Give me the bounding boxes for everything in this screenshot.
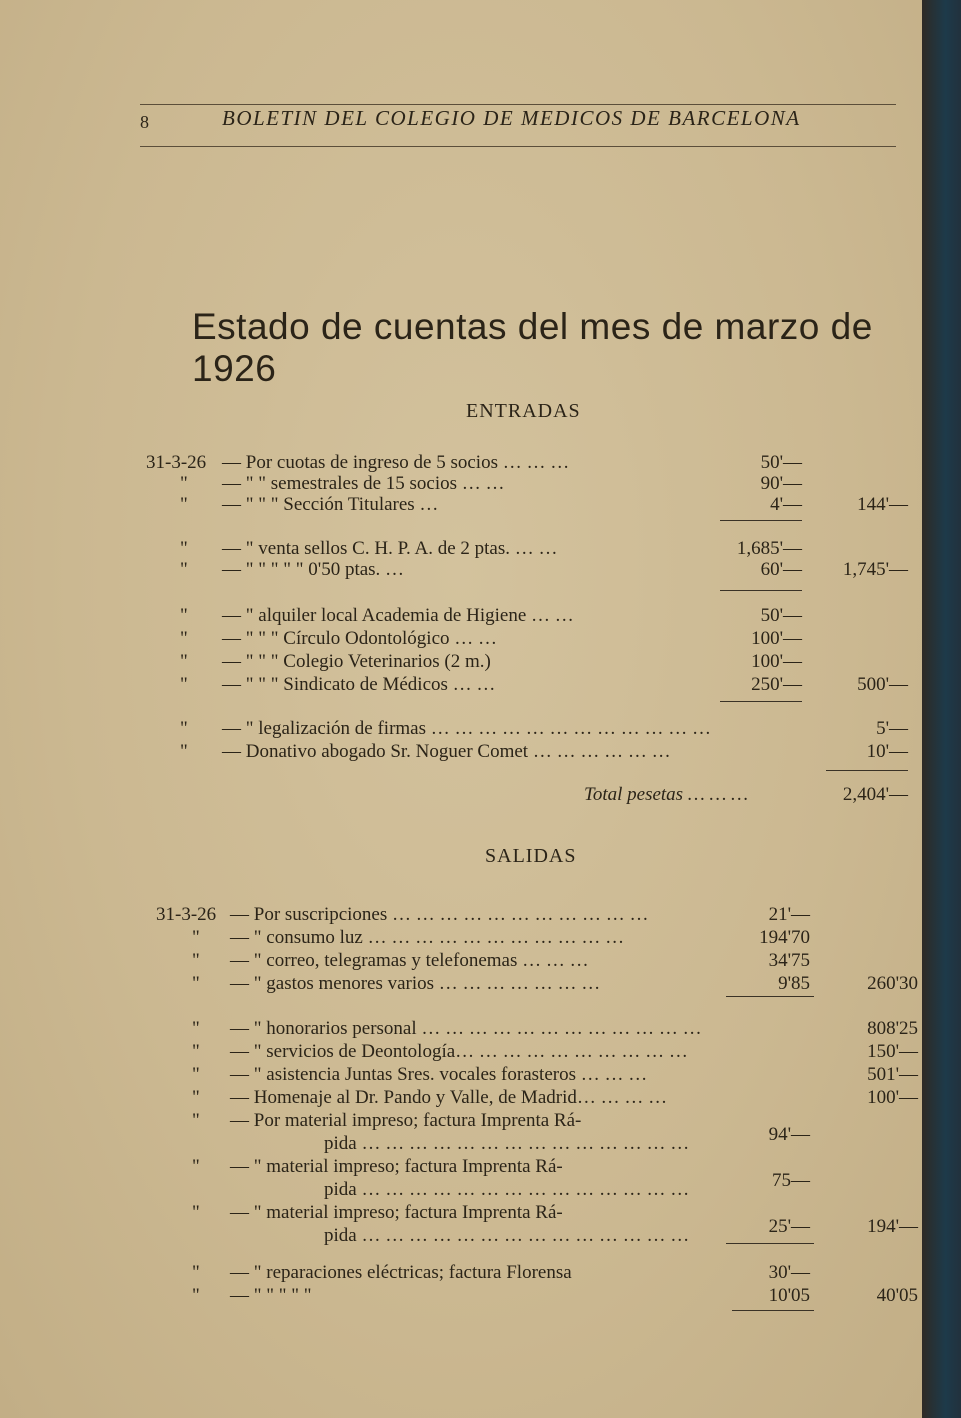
row-total: 100'—	[867, 1087, 918, 1108]
row-total: 150'—	[867, 1041, 918, 1062]
section-heading-entradas: ENTRADAS	[466, 400, 581, 422]
row-amount: 50'—	[760, 605, 802, 626]
row-total: 808'25	[867, 1018, 918, 1039]
row-description: — Donativo abogado Sr. Noguer Comet … … … … … …	[222, 741, 671, 762]
row-description: — " material impreso; factura Imprenta Rá-	[230, 1202, 563, 1223]
row-date: "	[192, 1202, 200, 1223]
row-date: "	[192, 927, 200, 948]
row-date: "	[192, 1285, 200, 1306]
row-description-continued: pida … … … … … … … … … … … … … …	[324, 1179, 690, 1200]
sum-line	[726, 1243, 814, 1244]
row-description: — " consumo luz … … … … … … … … … … …	[230, 927, 625, 948]
row-date: "	[180, 559, 188, 580]
row-date: "	[180, 741, 188, 762]
row-date: "	[180, 473, 188, 494]
sum-line	[732, 1310, 814, 1311]
row-amount: 194'70	[759, 927, 810, 948]
row-amount: 250'—	[751, 674, 802, 695]
sum-line	[726, 996, 814, 997]
row-date: "	[192, 1110, 200, 1131]
row-description: — " asistencia Juntas Sres. vocales forasteros … … …	[230, 1064, 648, 1085]
row-description: — " material impreso; factura Imprenta Rá-	[230, 1156, 563, 1177]
row-date: "	[180, 718, 188, 739]
row-description: — " " semestrales de 15 socios … …	[222, 473, 505, 494]
row-amount: 60'—	[760, 559, 802, 580]
row-amount: 1,685'—	[736, 538, 802, 559]
row-date: "	[180, 628, 188, 649]
row-description: — " " " " "	[230, 1285, 312, 1306]
row-date: 31-3-26	[146, 452, 207, 473]
row-amount: 50'—	[760, 452, 802, 473]
running-title: BOLETIN DEL COLEGIO DE MEDICOS DE BARCELONA	[222, 106, 801, 130]
row-date: "	[192, 950, 200, 971]
row-date: 31-3-26	[156, 904, 217, 925]
row-description: — " gastos menores varios … … … … … … …	[230, 973, 601, 994]
total-label-text: Total pesetas … … …	[584, 784, 748, 805]
row-amount: 94'—	[768, 1124, 810, 1145]
row-date: "	[192, 1087, 200, 1108]
row-description: — " " " Círculo Odontológico … …	[222, 628, 497, 649]
row-date: "	[192, 1041, 200, 1062]
sum-line	[826, 770, 908, 771]
row-amount: 4'—	[770, 494, 802, 515]
page-title: Estado de cuentas del mes de marzo de 1926	[192, 306, 873, 389]
row-total: 500'—	[857, 674, 908, 695]
row-total: 501'—	[867, 1064, 918, 1085]
row-description: — " alquiler local Academia de Higiene … …	[222, 605, 574, 626]
row-date: "	[192, 1156, 200, 1177]
total-label	[584, 784, 748, 806]
row-description: — " " " Colegio Veterinarios (2 m.)	[222, 651, 491, 672]
row-date: "	[180, 651, 188, 672]
row-description: — Por suscripciones … … … … … … … … … … …	[230, 904, 649, 925]
row-description: — Homenaje al Dr. Pando y Valle, de Madrid… … … …	[230, 1087, 668, 1108]
row-date: "	[192, 973, 200, 994]
row-description: — " " " Sindicato de Médicos … …	[222, 674, 496, 695]
row-date: "	[192, 1064, 200, 1085]
row-amount: 100'—	[751, 651, 802, 672]
row-description: — " legalización de firmas … … … … … … … … … … … …	[222, 718, 712, 739]
row-description-continued: pida … … … … … … … … … … … … … …	[324, 1225, 690, 1246]
row-description: — " venta sellos C. H. P. A. de 2 ptas. … …	[222, 538, 558, 559]
row-total: 5'—	[876, 718, 908, 739]
row-description: — " honorarios personal … … … … … … … … … … … …	[230, 1018, 702, 1039]
sum-line	[720, 590, 802, 591]
row-amount: 75—	[772, 1170, 810, 1191]
row-amount: 9'85	[778, 973, 810, 994]
row-amount: 90'—	[760, 473, 802, 494]
row-description: — Por cuotas de ingreso de 5 socios … … …	[222, 452, 570, 473]
row-description: — " correo, telegramas y telefonemas … … …	[230, 950, 589, 971]
sum-line	[720, 701, 802, 702]
row-total: 40'05	[876, 1285, 918, 1306]
row-date: "	[180, 605, 188, 626]
row-total: 10'—	[866, 741, 908, 762]
row-date: "	[180, 674, 188, 695]
row-total: 144'—	[857, 494, 908, 515]
row-amount: 10'05	[768, 1285, 810, 1306]
row-amount: 25'—	[768, 1216, 810, 1237]
row-date: "	[180, 494, 188, 515]
row-date: "	[192, 1018, 200, 1039]
header-rule-bottom	[140, 146, 896, 147]
row-total: 194'—	[867, 1216, 918, 1237]
row-description: — " servicios de Deontología… … … … … … … … … …	[230, 1041, 688, 1062]
row-total: 260'30	[867, 973, 918, 994]
book-spine	[922, 0, 961, 1418]
row-amount: 34'75	[768, 950, 810, 971]
sum-line	[720, 520, 802, 521]
row-total: 1,745'—	[842, 559, 908, 580]
total-value: 2,404'—	[842, 784, 908, 805]
page-number: 8	[140, 112, 149, 132]
row-description: — " " " Sección Titulares …	[222, 494, 439, 515]
row-date: "	[192, 1262, 200, 1283]
header-rule-top	[140, 104, 896, 105]
row-amount: 21'—	[768, 904, 810, 925]
section-heading-salidas: SALIDAS	[485, 845, 577, 867]
row-description: — Por material impreso; factura Imprenta Rá-	[230, 1110, 582, 1131]
row-description: — " " " " " 0'50 ptas. …	[222, 559, 405, 580]
row-description: — " reparaciones eléctricas; factura Florensa	[230, 1262, 572, 1283]
row-description-continued: pida … … … … … … … … … … … … … …	[324, 1133, 690, 1154]
row-date: "	[180, 538, 188, 559]
row-amount: 30'—	[768, 1262, 810, 1283]
row-amount: 100'—	[751, 628, 802, 649]
